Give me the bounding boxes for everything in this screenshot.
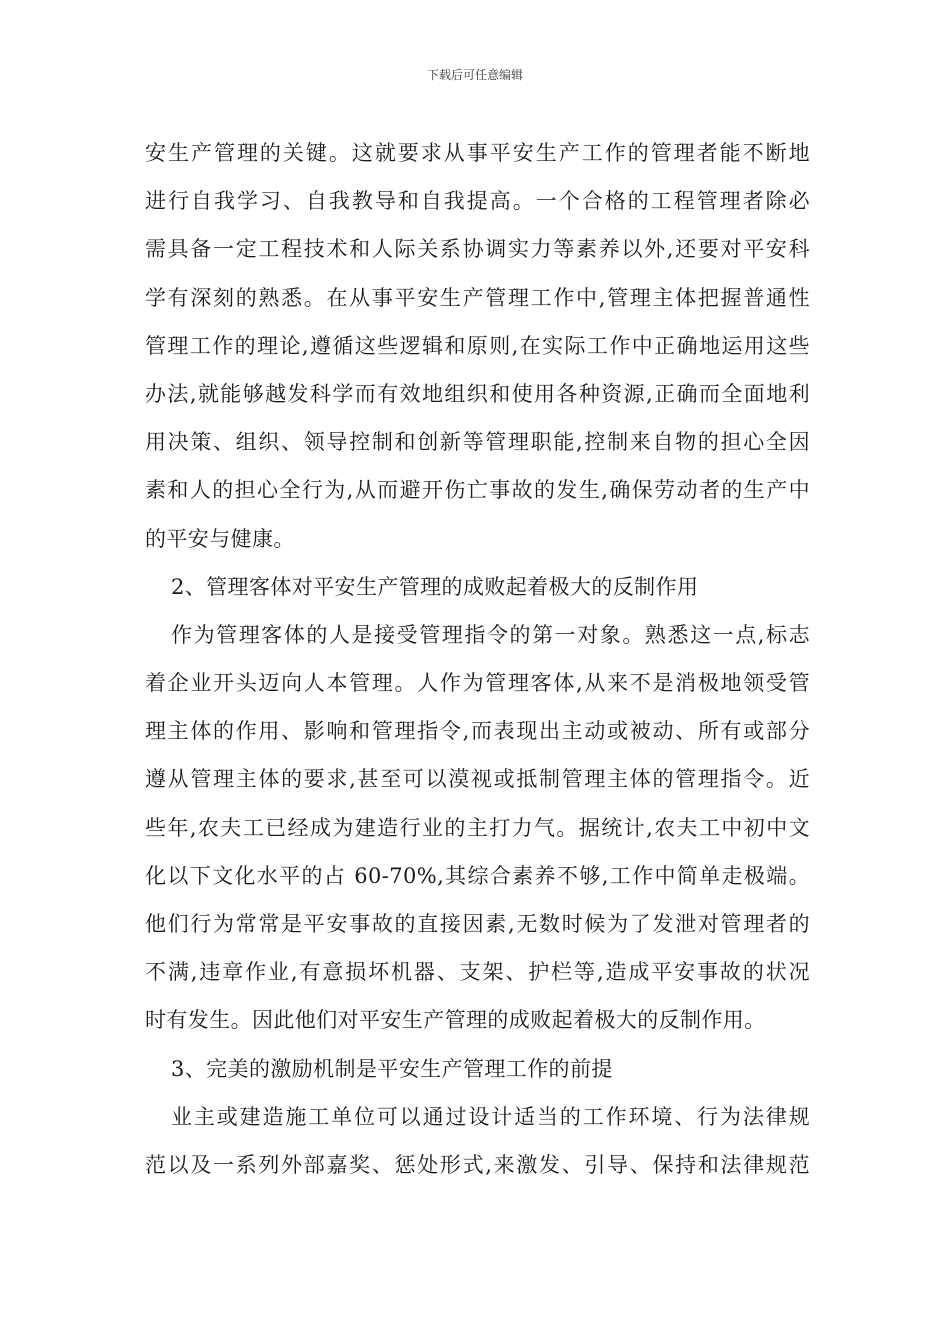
paragraph-line: 他们行为常常是平安事故的直接因素,无数时候为了发泄对管理者的 — [145, 912, 810, 936]
paragraph-line: 素和人的担心全行为,从而避开伤亡事故的发生,确保劳动者的生产中 — [145, 478, 810, 503]
paragraph-line: 着企业开头迈向人本管理。人作为管理客体,从来不是消极地领受管 — [145, 671, 810, 696]
paragraph-line: 作为管理客体的人是接受管理指令的第一对象。熟悉这一点,标志 — [171, 622, 810, 647]
document-body — [145, 129, 810, 1189]
section-heading: 3、完美的激励机制是平安生产管理工作的前提 — [171, 1056, 613, 1081]
paragraph-line: 理主体的作用、影响和管理指令,而表现出主动或被动、所有或部分 — [145, 719, 810, 744]
paragraph-line: 的平安与健康。 — [145, 526, 295, 551]
paragraph-line: 时有发生。因此他们对平安生产管理的成败起着极大的反制作用。 — [145, 1008, 766, 1033]
paragraph-line: 学有深刻的熟悉。在从事平安生产管理工作中,管理主体把握普通性 — [145, 285, 810, 310]
paragraph-line: 办法,就能够越发科学而有效地组织和使用各种资源,正确而全面地利 — [145, 381, 810, 406]
paragraph-line: 些年,农夫工已经成为建造行业的主打力气。据统计,农夫工中初中文 — [145, 815, 810, 840]
paragraph-line: 进行自我学习、自我教导和自我提高。一个合格的工程管理者除必 — [145, 189, 810, 214]
page-header: 下载后可任意编辑 — [426, 68, 523, 82]
paragraph-line: 用决策、组织、领导控制和创新等管理职能,控制来自物的担心全因 — [145, 430, 810, 455]
paragraph-line: 管理工作的理论,遵循这些逻辑和原则,在实际工作中正确地运用这些 — [145, 333, 810, 358]
section-heading: 2、管理客体对平安生产管理的成败起着极大的反制作用 — [171, 574, 699, 599]
paragraph-line: 需具备一定工程技术和人际关系协调实力等素养以外,还要对平安科 — [145, 237, 810, 262]
paragraph-line: 不满,违章作业,有意损坏机器、支架、护栏等,造成平安事故的状况 — [145, 960, 810, 985]
paragraph-line: 安生产管理的关键。这就要求从事平安生产工作的管理者能不断地 — [145, 141, 810, 165]
paragraph-line: 化以下文化水平的占 60-70%,其综合素养不够,工作中简单走极端。 — [145, 863, 810, 888]
paragraph-line: 遵从管理主体的要求,甚至可以漠视或抵制管理主体的管理指令。近 — [145, 767, 810, 792]
paragraph-line: 业主或建造施工单位可以通过设计适当的工作环境、行为法律规 — [171, 1104, 810, 1129]
paragraph-line: 范以及一系列外部嘉奖、惩处形式,来激发、引导、保持和法律规范 — [145, 1152, 810, 1177]
